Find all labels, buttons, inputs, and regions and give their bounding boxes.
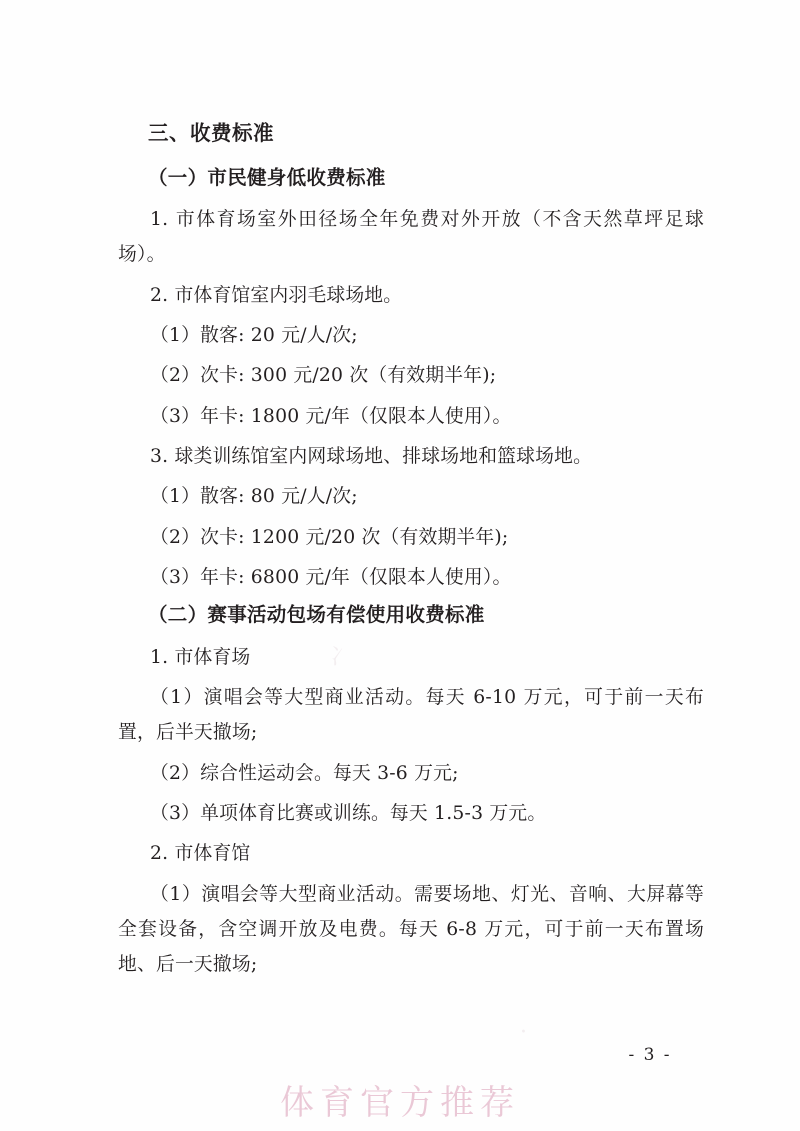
document-body [118, 118, 704, 987]
paragraph: （3）年卡: 6800 元/年（仅限本人使用）。 [150, 566, 512, 588]
scan-artifact: 冫 [330, 645, 353, 670]
paragraph: （1）演唱会等大型商业活动。每天 6-10 万元，可于前一天布置，后半天撤场; [118, 686, 704, 744]
subsection-one-title: （一）市民健身低收费标准 [148, 165, 386, 189]
paragraph: 1. 市体育场 [150, 646, 251, 668]
page-number: - 3 - [628, 1045, 672, 1065]
paragraph: 2. 市体育馆 [150, 843, 251, 865]
paragraph: 1. 市体育场室外田径场全年免费对外开放（不含天然草坪足球场）。 [118, 209, 704, 266]
paragraph: （1）散客: 80 元/人/次; [150, 486, 358, 508]
scan-artifact: · [520, 1020, 527, 1045]
watermark: 体育官方推荐 [280, 1083, 520, 1123]
paragraph: （3）年卡: 1800 元/年（仅限本人使用）。 [150, 405, 512, 427]
paragraph: （2）次卡: 1200 元/20 次（有效期半年); [150, 526, 509, 548]
paragraph: 2. 市体育馆室内羽毛球场地。 [150, 284, 403, 306]
paragraph: （3）单项体育比赛或训练。每天 1.5-3 万元。 [150, 802, 547, 824]
paragraph: （1）散客: 20 元/人/次; [150, 324, 358, 346]
page-title: 三、收费标准 [148, 121, 274, 145]
paragraph: （1）演唱会等大型商业活动。需要场地、灯光、音响、大屏幕等全套设备，含空调开放及电费。每天 6-8 万元，可于前一天布置场地、后一天撤场; [118, 883, 704, 976]
paragraph: 3. 球类训练馆室内网球场地、排球场地和篮球场地。 [150, 445, 593, 467]
paragraph: （2）次卡: 300 元/20 次（有效期半年); [150, 365, 497, 387]
subsection-two-title: （二）赛事活动包场有偿使用收费标准 [148, 603, 485, 627]
paragraph: （2）综合性运动会。每天 3-6 万元; [150, 762, 459, 784]
